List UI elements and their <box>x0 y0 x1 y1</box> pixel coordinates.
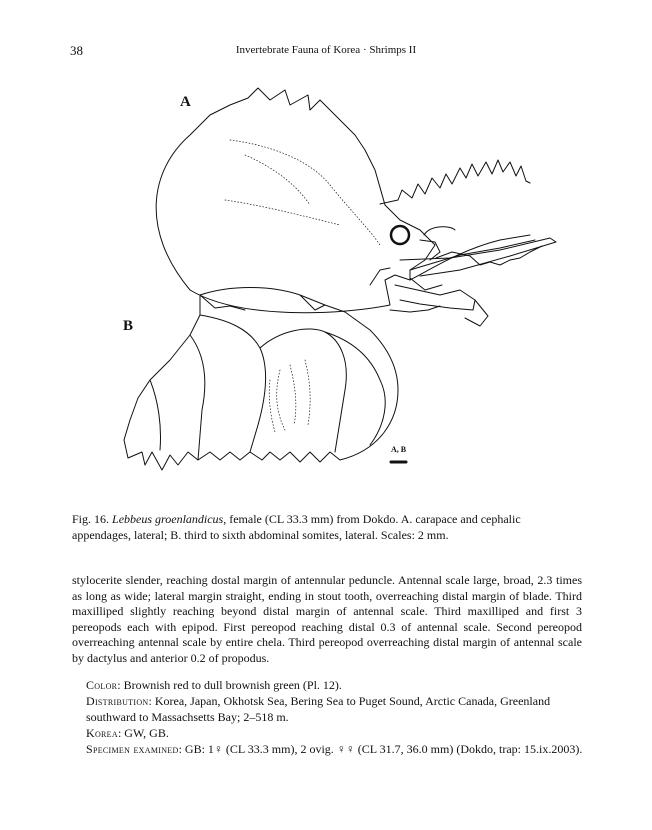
specimen-text: : GB: 1♀ (CL 33.3 mm), 2 ovig. ♀♀ (CL 31.7, 36.0 mm) (Dokdo, trap: 15.ix.2003). <box>178 742 583 756</box>
panel-b-label: B <box>123 318 134 334</box>
specimen-section <box>72 741 587 757</box>
running-head: Invertebrate Fauna of Korea · Shrimps II <box>235 44 417 56</box>
figure-caption <box>72 511 582 543</box>
caption-prefix: Fig. 16. <box>72 512 110 526</box>
scale-bar-label: A, B <box>391 445 407 454</box>
specimen-illustration <box>80 80 600 490</box>
distribution-heading: Distribution <box>86 694 149 708</box>
color-heading: Color <box>86 678 118 692</box>
species-sections <box>72 677 587 757</box>
distribution-section <box>72 693 587 725</box>
specimen-heading: Specimen examined <box>86 742 179 756</box>
distribution-text: : Korea, Japan, Okhotsk Sea, Bering Sea to Puget Sound, Arctic Canada, Greenland southward to Massachsetts Bay; 2–518 m. <box>86 694 551 724</box>
korea-section <box>72 725 587 741</box>
abdomen-drawing <box>124 288 406 471</box>
figure <box>80 80 600 490</box>
caption-species: Lebbeus groenlandicus <box>112 512 224 526</box>
page-number: 38 <box>70 43 83 58</box>
korea-text: : GW, GB. <box>117 726 169 740</box>
color-section <box>72 677 587 693</box>
body-paragraph: stylocerite slender, reaching dostal margin of antennular peduncle. Antennal scale large, broad, 2.3 times as long as wide; lateral margin straight, ending in stout tooth, overreaching distal margin of blade. Third maxilliped slightly reaching beyond distal margin of antennal scale. Third maxilliped and first 3 pereopods each with epipod. First pereopod reaching distal 0.3 of antennal scale. Second pereopod overreaching antennal scale by entire chela. Third pereopod overreaching distal margin of antennal scale by dactylus and anterior 0.2 of propodus. <box>72 573 582 665</box>
korea-heading: Korea <box>86 726 118 740</box>
panel-a-label: A <box>180 94 191 110</box>
caption-text: , female (CL 33.3 mm) from Dokdo. A. carapace and cephalic appendages, lateral; B. third to sixth abdominal somites, lateral. Scales: 2 mm. <box>72 512 521 542</box>
color-text: : Brownish red to dull brownish green (Pl. 12). <box>117 678 342 692</box>
